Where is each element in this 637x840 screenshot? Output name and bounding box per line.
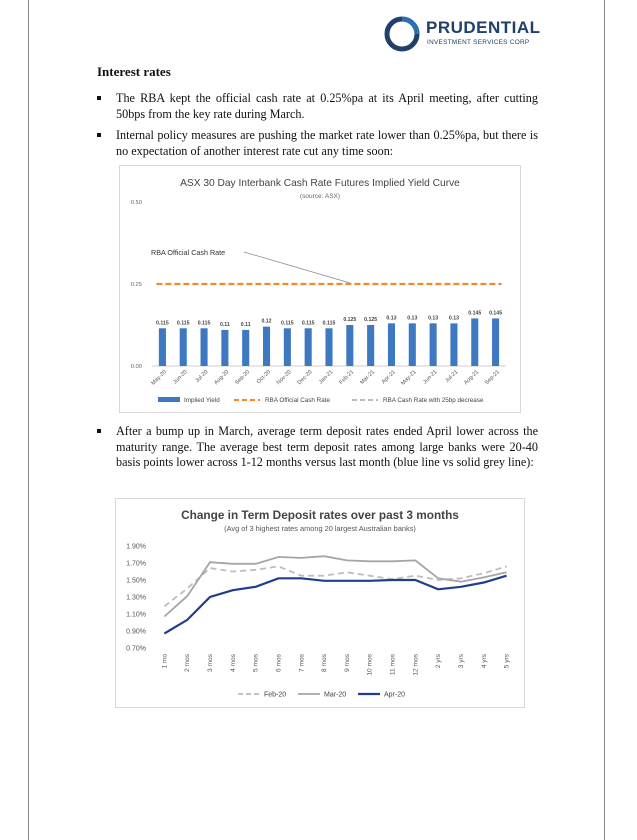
chart1-xtick-label: Feb-21 xyxy=(338,369,356,386)
chart1-data-label: 0.115 xyxy=(156,320,169,327)
chart2-xtick-label: 1 mo xyxy=(161,654,169,669)
chart1-bar xyxy=(242,330,249,366)
chart1-data-label: 0.115 xyxy=(322,320,336,327)
chart2-title: Change in Term Deposit rates over past 3 months xyxy=(181,508,459,522)
chart1-xtick-label: Jul-20 xyxy=(194,369,210,385)
chart1-xtick-label: May-21 xyxy=(400,369,418,387)
chart1-xtick-label: Jul-21 xyxy=(444,369,460,385)
chart1-xtick-label: Sep-20 xyxy=(234,369,252,387)
page-border-right xyxy=(604,0,605,840)
chart1-xtick-label: Mar-21 xyxy=(359,369,377,386)
chart1-bar xyxy=(492,318,499,366)
chart2-ytick-label: 1.10% xyxy=(126,611,146,619)
term-deposit-chart xyxy=(115,498,525,708)
chart1-xtick-label: Sep-21 xyxy=(483,369,502,387)
chart1-title: ASX 30 Day Interbank Cash Rate Futures Implied Yield Curve xyxy=(180,178,460,189)
chart1-bar xyxy=(346,325,353,366)
chart2-xtick-label: 11 mos xyxy=(389,654,397,676)
chart1-data-label: 0.13 xyxy=(448,315,459,322)
bullet-text: Internal policy measures are pushing the market rate lower than 0.25%pa, but there is no expectation of another interest rate cut any time soon: xyxy=(116,128,538,158)
chart1-data-label: 0.115 xyxy=(197,320,211,327)
chart1-xtick-label: Aug-20 xyxy=(213,369,231,387)
chart1-data-label: 0.11 xyxy=(240,321,251,328)
chart1-legend-label-cash: RBA Official Cash Rate xyxy=(265,397,330,404)
chart2-xtick-label: 3 mos xyxy=(207,654,215,672)
chart2-xtick-label: 6 mos xyxy=(275,654,283,672)
chart2-series-apr-20 xyxy=(164,576,506,634)
chart1-bar xyxy=(409,323,416,366)
chart1-legend-label-decrease: RBA Cash Rate with 25bp decrease xyxy=(383,397,484,404)
chart2-xtick-label: 9 mos xyxy=(343,654,351,672)
chart1-bar xyxy=(430,323,437,366)
chart2-ytick-label: 1.30% xyxy=(126,594,146,602)
chart1-xtick-label: Oct-20 xyxy=(255,369,272,386)
chart2-xtick-label: 7 mos xyxy=(298,654,306,672)
chart1-xtick-label: Aug-21 xyxy=(463,369,481,387)
chart1-data-label: 0.115 xyxy=(301,320,315,327)
chart1-bar xyxy=(221,330,228,366)
chart2-xtick-label: 2 yrs xyxy=(435,654,443,669)
chart2-subtitle: (Avg of 3 highest rates among 20 largest Australian banks) xyxy=(224,524,416,533)
chart1-ytick-label: 0.00 xyxy=(130,364,142,370)
chart1-data-label: 0.13 xyxy=(386,315,397,322)
chart1-bar xyxy=(180,328,187,366)
chart1-subtitle: (source: ASX) xyxy=(299,193,341,200)
chart2-xtick-label: 8 mos xyxy=(321,654,329,672)
bullet-dot xyxy=(97,429,101,433)
chart2-ytick-label: 0.90% xyxy=(126,628,146,636)
chart1-xtick-label: Jun-21 xyxy=(422,369,439,386)
chart2-xtick-label: 3 yrs xyxy=(457,654,465,669)
chart2-ytick-label: 0.70% xyxy=(126,645,146,653)
chart2-ytick-label: 1.50% xyxy=(126,577,146,585)
chart1-xtick-label: Dec-20 xyxy=(296,369,314,387)
chart1-legend-label-implied: Implied Yield xyxy=(184,397,220,404)
chart1-bar xyxy=(388,323,395,366)
chart2-legend-label: Mar-20 xyxy=(324,691,347,699)
chart1-data-label: 0.13 xyxy=(428,315,439,322)
chart1-bar xyxy=(305,328,312,366)
chart2-xtick-label: 12 mos xyxy=(412,654,420,676)
chart2-xtick-label: 5 yrs xyxy=(503,654,511,669)
chart1-bar xyxy=(201,328,208,366)
chart1-xtick-label: Apr-21 xyxy=(380,369,397,386)
chart1-bar xyxy=(450,323,457,366)
chart1-bar xyxy=(325,328,332,366)
bullet-dot xyxy=(97,133,101,137)
chart1-data-label: 0.145 xyxy=(489,310,503,317)
chart1-data-label: 0.11 xyxy=(219,321,230,328)
logo-name: PRUDENTIAL xyxy=(426,18,541,37)
section-heading: Interest rates xyxy=(97,64,171,79)
chart1-annotation: RBA Official Cash Rate xyxy=(151,248,226,257)
bullet-text: After a bump up in March, average term deposit rates ended April lower across the maturity range. The average best term deposit rates among large banks were 20-40 basis points lower across 1-12 months versus last month (blue line vs solid grey line): xyxy=(116,424,538,469)
chart1-annotation-leader xyxy=(244,252,350,283)
chart2-ytick-label: 1.90% xyxy=(126,543,146,551)
chart1-xtick-label: Jan-21 xyxy=(318,369,335,386)
chart1-xtick-label: Jun-20 xyxy=(172,369,189,386)
chart1-xtick-label: May-20 xyxy=(150,369,168,387)
chart1-ytick-label: 0.25 xyxy=(130,282,142,288)
chart1-data-label: 0.115 xyxy=(281,320,294,327)
chart1-data-label: 0.145 xyxy=(468,310,482,317)
chart1-ytick-label: 0.50 xyxy=(130,200,142,206)
chart2-xtick-label: 2 mos xyxy=(184,654,192,672)
chart1-xtick-label: Nov-20 xyxy=(275,369,293,387)
chart2-ytick-label: 1.70% xyxy=(126,560,146,568)
chart2-xtick-label: 4 mos xyxy=(229,654,237,672)
chart1-bar xyxy=(263,327,270,366)
chart1-bar xyxy=(367,325,374,366)
bullet-dot xyxy=(97,96,101,100)
chart1-data-label: 0.115 xyxy=(176,320,190,327)
page-border-left xyxy=(28,0,29,840)
chart2-xtick-label: 4 yrs xyxy=(480,654,488,669)
chart2-xtick-label: 10 mos xyxy=(366,654,374,676)
chart1-data-label: 0.13 xyxy=(407,315,418,322)
chart2-xtick-label: 5 mos xyxy=(252,654,260,672)
logo-ring-icon xyxy=(384,16,420,52)
chart2-legend-label: Apr-20 xyxy=(384,691,406,699)
implied-yield-chart xyxy=(119,165,521,413)
company-logo xyxy=(384,14,544,52)
chart1-bar xyxy=(159,328,166,366)
chart1-data-label: 0.125 xyxy=(364,317,378,323)
chart1-bar xyxy=(284,328,291,366)
bullet-text: The RBA kept the official cash rate at 0.25%pa at its April meeting, after cutting 50bps from the key rate during March. xyxy=(116,91,538,121)
chart1-bar xyxy=(471,318,478,366)
logo-subtitle: INVESTMENT SERVICES CORP xyxy=(427,39,530,46)
chart1-data-label: 0.12 xyxy=(261,318,272,325)
chart1-legend-swatch-implied xyxy=(158,397,180,402)
chart1-data-label: 0.125 xyxy=(343,317,357,323)
chart2-legend-label: Feb-20 xyxy=(264,691,287,699)
